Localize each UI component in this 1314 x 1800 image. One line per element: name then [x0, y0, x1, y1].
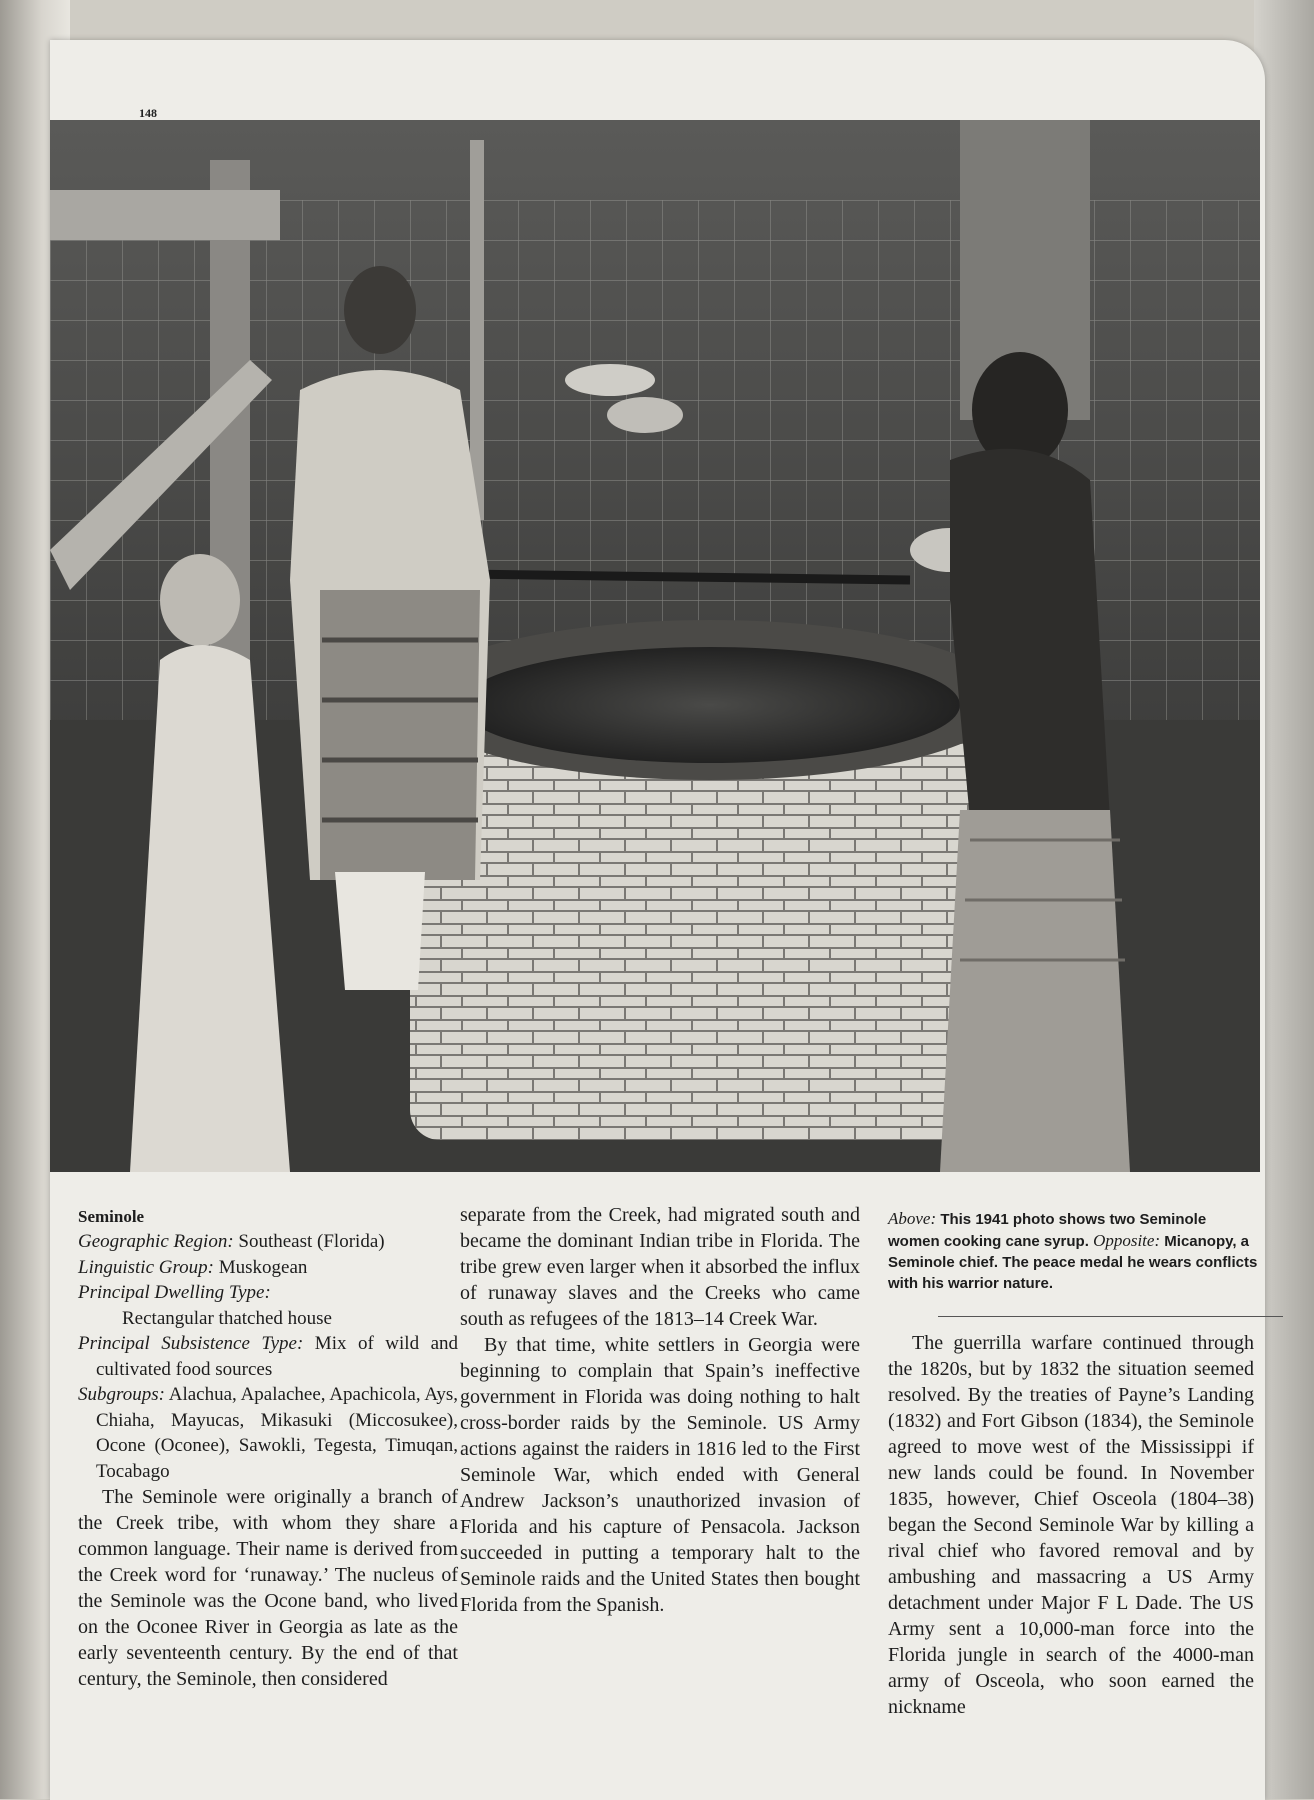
fact-label: Subgroups:	[78, 1384, 165, 1405]
fact-label: Geographic Region:	[78, 1231, 234, 1252]
caption-label-above: Above:	[888, 1209, 937, 1228]
fact-geographic-region	[78, 1229, 458, 1255]
photo-caption	[888, 1208, 1258, 1294]
fact-linguistic-group	[78, 1255, 458, 1281]
fact-subgroups	[78, 1382, 458, 1484]
fact-value: Muskogean	[218, 1256, 308, 1278]
fact-label: Principal Dwelling Type:	[78, 1282, 271, 1303]
fact-value: Rectangular thatched house	[122, 1307, 332, 1329]
fact-label: Principal Subsistence Type:	[78, 1333, 304, 1354]
fact-value: Mix of wild and cultivated food sources	[96, 1333, 459, 1380]
photo-illustration	[50, 120, 1260, 1172]
caption-label-opposite: Opposite:	[1093, 1231, 1161, 1250]
caption-text-opposite: Micanopy, a Seminole chief. The peace medal he wears conflicts with his warrior nature.	[888, 1233, 1258, 1292]
fact-value: Southeast (Florida)	[238, 1231, 385, 1252]
fact-subsistence-type	[78, 1331, 458, 1382]
fact-label: Linguistic Group:	[78, 1256, 214, 1278]
page-number: 148	[139, 106, 157, 120]
entry-title: Seminole	[78, 1207, 145, 1226]
body-paragraph-2: separate from the Creek, had migrated south and became the dominant Indian tribe in Florida. The tribe grew even larger when it absorbed the influx of runaway slaves and the Creeks who came south as refugees of the 1813–14 Creek War.	[460, 1204, 860, 1330]
column-middle	[460, 1202, 860, 1618]
fact-dwelling-type	[78, 1280, 458, 1331]
column-right	[888, 1330, 1254, 1720]
caption-divider	[938, 1316, 1283, 1317]
body-paragraph-3: By that time, white settlers in Georgia were beginning to complain that Spain’s ineffective government in Florida was doing nothing to halt cross-border raids by the Seminole. US Army actions against the raiders in 1816 led to the First Seminole War, which ended with General Andrew Jackson’s unauthorized invasion of Florida and his capture of Pensacola. Jackson succeeded in putting a temporary halt to the Seminole raids and the United States then bought Florida from the Spanish.	[460, 1334, 860, 1616]
fact-value: Alachua, Apalachee, Apachicola, Ays, Chiaha, Mayucas, Mikasuki (Miccosukee), Ocone (Oconee), Sawokli, Tegesta, Timuqan, Tocabago	[96, 1384, 459, 1482]
body-paragraph-4: The guerrilla warfare continued through the 1820s, but by 1832 the situation seemed resolved. By the treaties of Payne’s Landing (1832) and Fort Gibson (1834), the Seminole agreed to move west of the Mississippi if new lands could be found. In November 1835, however, Chief Osceola (1804–38) began the Second Seminole War by killing a rival chief who favored removal and by ambushing and massacring a US Army detachment under Major F L Dade. The US Army sent a 10,000-man force into the Florida jungle in search of the 4000-man army of Osceola, who soon earned the nickname	[888, 1332, 1254, 1718]
book-page	[50, 40, 1265, 1800]
caption-text-above: This 1941 photo shows two Seminole women cooking cane syrup.	[888, 1211, 1207, 1250]
body-paragraph-1: The Seminole were originally a branch of the Creek tribe, with whom they share a common language. Their name is derived from the Creek word for ‘runaway.’ The nucleus of the Seminole was the Ocone band, who lived on the Oconee River in Georgia as late as the early seventeenth century. By the end of that century, the Seminole, then considered	[78, 1486, 458, 1690]
seminole-photo	[50, 120, 1260, 1172]
column-left	[78, 1205, 458, 1692]
